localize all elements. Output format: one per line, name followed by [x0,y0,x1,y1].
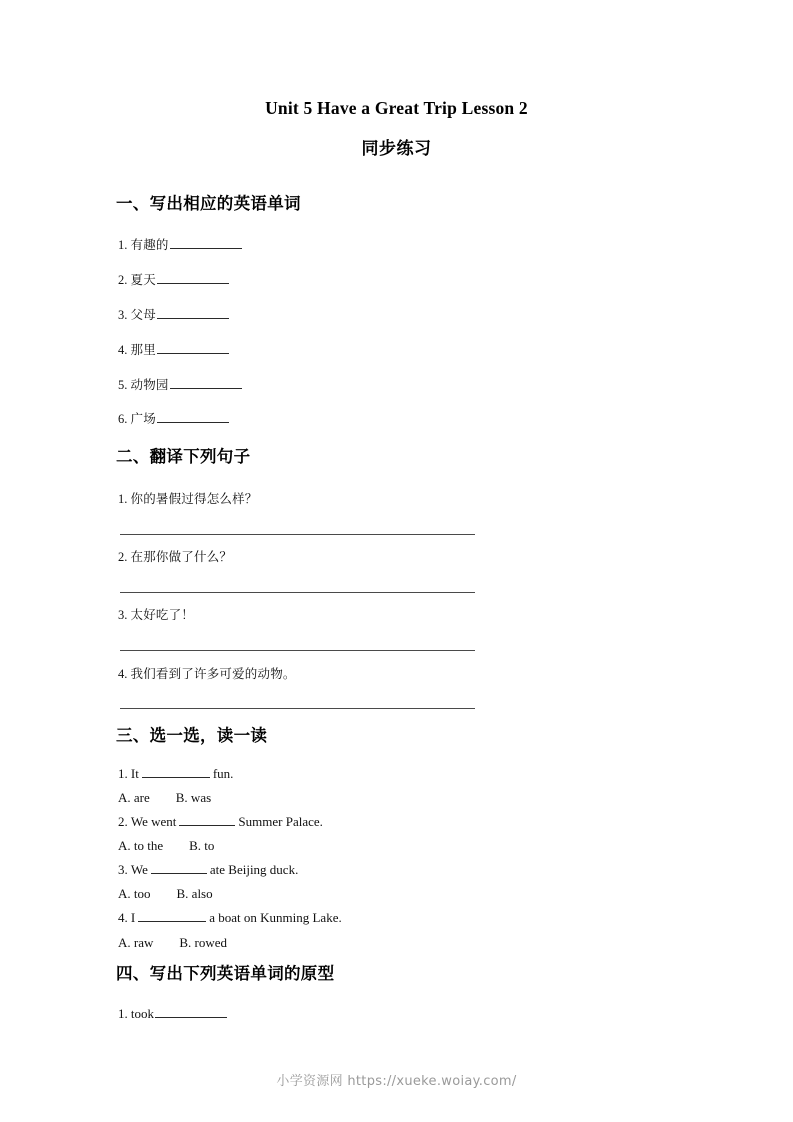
answer-blank[interactable] [157,342,229,354]
vocab-item-1 [118,235,242,253]
base-form-item-1 [118,1006,227,1022]
option-b[interactable]: B. rowed [179,935,228,950]
answer-blank[interactable] [157,307,229,319]
item-number: 1. [118,1006,128,1021]
question-stem-after: a boat on Kunming Lake. [209,910,342,925]
question-stem-before: I [130,910,136,925]
item-number: 1. [118,238,128,252]
item-number: 5. [118,378,128,392]
question-stem-before: We went [130,814,177,829]
item-number: 6. [118,412,128,426]
answer-blank[interactable] [170,377,242,389]
answer-blank[interactable] [170,237,242,249]
answer-blank[interactable] [138,910,206,922]
vocab-item-5 [118,375,242,393]
choice-question-2 [118,814,323,830]
option-a[interactable]: A. raw [118,935,154,950]
answer-blank[interactable] [151,862,207,874]
choice-question-3 [118,862,298,878]
item-text: 父母 [130,307,156,322]
item-number: 4. [118,910,128,925]
item-text: 我们看到了许多可爱的动物。 [130,666,296,681]
option-a[interactable]: A. are [118,790,150,805]
section-heading-2: 二、翻译下列句子 [116,447,251,466]
item-text: 你的暑假过得怎么样？ [130,491,258,506]
choice-question-1 [118,766,233,782]
page-subtitle: 同步练习 [361,139,432,159]
vocab-item-4 [118,340,229,358]
item-text: 太好吃了！ [130,607,195,622]
option-b[interactable]: B. also [176,886,213,901]
answer-rule[interactable] [120,650,475,651]
vocab-item-2 [118,270,229,288]
page-title: Unit 5 Have a Great Trip Lesson 2 [265,98,528,118]
vocab-item-6 [118,409,229,427]
section-heading-3: 三、选一选，读一读 [116,726,268,745]
item-text: took [130,1006,154,1021]
choice-options-3 [118,886,213,902]
answer-blank[interactable] [179,814,235,826]
choice-question-4 [118,910,342,926]
choice-options-4 [118,935,227,951]
answer-rule[interactable] [120,534,475,535]
section-heading-4: 四、写出下列英语单词的原型 [116,964,335,983]
question-stem-after: fun. [212,766,234,781]
question-stem-before: We [130,862,148,877]
item-text: 夏天 [130,272,156,287]
footer-watermark: 小学资源网 https://xueke.woiay.com/ [276,1074,517,1089]
translate-item-1 [118,489,258,507]
item-number: 2. [118,273,128,287]
item-number: 2. [118,550,128,564]
item-text: 那里 [130,342,156,357]
question-stem-after: ate Beijing duck. [209,862,299,877]
answer-rule[interactable] [120,592,475,593]
option-b[interactable]: B. was [175,790,212,805]
item-number: 2. [118,814,128,829]
option-a[interactable]: A. too [118,886,151,901]
item-number: 3. [118,308,128,322]
translate-item-4 [118,664,296,682]
item-text: 动物园 [130,377,169,392]
item-number: 1. [118,492,128,506]
option-a[interactable]: A. to the [118,838,164,853]
choice-options-1 [118,790,211,806]
section-heading-1: 一、写出相应的英语单词 [116,194,301,213]
answer-blank[interactable] [155,1006,227,1018]
item-number: 1. [118,766,128,781]
answer-blank[interactable] [142,766,210,778]
choice-options-2 [118,838,214,854]
question-stem-after: Summer Palace. [238,814,323,829]
answer-blank[interactable] [157,272,229,284]
translate-item-3 [118,605,194,623]
answer-rule[interactable] [120,708,475,709]
option-b[interactable]: B. to [189,838,215,853]
vocab-item-3 [118,305,229,323]
translate-item-2 [118,547,232,565]
item-number: 4. [118,343,128,357]
item-number: 4. [118,667,128,681]
answer-blank[interactable] [157,411,229,423]
item-text: 有趣的 [130,237,169,252]
question-stem-before: It [130,766,139,781]
item-number: 3. [118,608,128,622]
item-number: 3. [118,862,128,877]
item-text: 在那你做了什么？ [130,549,233,564]
item-text: 广场 [130,411,156,426]
